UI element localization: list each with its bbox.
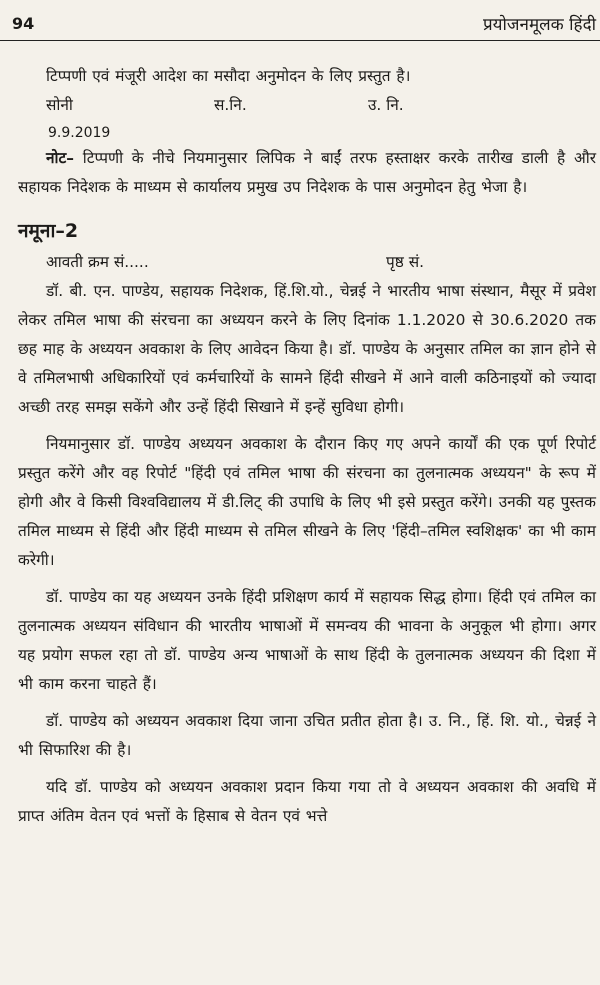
signatory-assistant-director: स.नि. bbox=[214, 96, 247, 114]
note-date: 9.9.2019 bbox=[48, 125, 111, 141]
signatory-row bbox=[18, 91, 596, 120]
paragraph-3: डॉ. पाण्डेय का यह अध्ययन उनके हिंदी प्रशिक्षण कार्य में सहायक सिद्ध होगा। हिंदी एवं तमिल का तुलनात्मक अध्ययन संविधान की भारतीय भाषाओं में समन्वय की भावना के अनुकूल भी होगा। अगर यह प्रयोग सफल रहा तो डॉ. पाण्डेय अन्य भाषाओं के साथ हिंदी के तुलनात्मक अध्ययन की दिशा में भी काम करना चाहते हैं। bbox=[18, 588, 596, 693]
signatory-deputy-director: उ. नि. bbox=[368, 96, 404, 114]
page-body bbox=[18, 62, 596, 831]
reference-row bbox=[18, 248, 596, 277]
paragraph-2: नियमानुसार डॉ. पाण्डेय अध्ययन अवकाश के दौरान किए गए अपने कार्यों की एक पूर्ण रिपोर्ट प्रस्तुत करेंगे और वह रिपोर्ट "हिंदी एवं तमिल भाषा की संरचना का तुलनात्मक अध्ययन" के रूप में होगी और वे किसी विश्वविद्यालय में डी.लिट् की उपाधि के लिए भी इसे प्रस्तुत करेंगे। उनकी यह पुस्तक तमिल माध्यम से हिंदी और हिंदी माध्यम से तमिल सीखने के लिए 'हिंदी–तमिल स्वशिक्षक' का भी काम करेगी। bbox=[18, 435, 596, 569]
note-text: टिप्पणी के नीचे नियमानुसार लिपिक ने बाईं तरफ हस्ताक्षर करके तारीख डाली है और सहायक निदेशक के माध्यम से कार्यालय प्रमुख उप निदेशक के पास अनुमोदन हेतु भेजा है। bbox=[18, 149, 596, 196]
running-title: प्रयोजनमूलक हिंदी bbox=[483, 15, 596, 35]
sample-heading: नमूना–2 bbox=[18, 220, 79, 242]
page-number-label: पृष्ठ सं. bbox=[386, 253, 424, 271]
page-header bbox=[0, 0, 600, 41]
paragraph-5: यदि डॉ. पाण्डेय को अध्ययन अवकाश प्रदान किया गया तो वे अध्ययन अवकाश की अवधि में प्राप्त अंतिम वेतन एवं भत्तों के हिसाब से वेतन एवं भत्ते bbox=[18, 778, 596, 825]
paragraph-4: डॉ. पाण्डेय को अध्ययन अवकाश दिया जाना उचित प्रतीत होता है। उ. नि., हिं. शि. यो., चेन्नई ने भी सिफारिश की है। bbox=[18, 712, 596, 759]
serial-number-label: आवती क्रम सं..... bbox=[46, 253, 149, 271]
approval-intro: टिप्पणी एवं मंजूरी आदेश का मसौदा अनुमोदन के लिए प्रस्तुत है। bbox=[46, 67, 411, 85]
signatory-clerk: सोनी bbox=[46, 96, 73, 114]
note-paragraph bbox=[18, 144, 596, 202]
paragraph-1: डॉ. बी. एन. पाण्डेय, सहायक निदेशक, हिं.शि.यो., चेन्नई ने भारतीय भाषा संस्थान, मैसूर में प्रवेश लेकर तमिल भाषा की संरचना का अध्ययन करने के लिए दिनांक 1.1.2020 से 30.6.2020 तक छह माह के अध्ययन अवकाश के लिए आवेदन किया है। डॉ. पाण्डेय के अनुसार तमिल का ज्ञान होने से वे तमिलभाषी अधिकारियों एवं कर्मचारियों के सामने हिंदी सीखने में आने वाली कठिनाइयों को ज्यादा अच्छी तरह समझ सकेंगे और उन्हें हिंदी सिखाने में इन्हें सुविधा होगी। bbox=[18, 282, 596, 416]
note-label: नोट– bbox=[46, 149, 74, 167]
page-number: 94 bbox=[12, 14, 35, 33]
